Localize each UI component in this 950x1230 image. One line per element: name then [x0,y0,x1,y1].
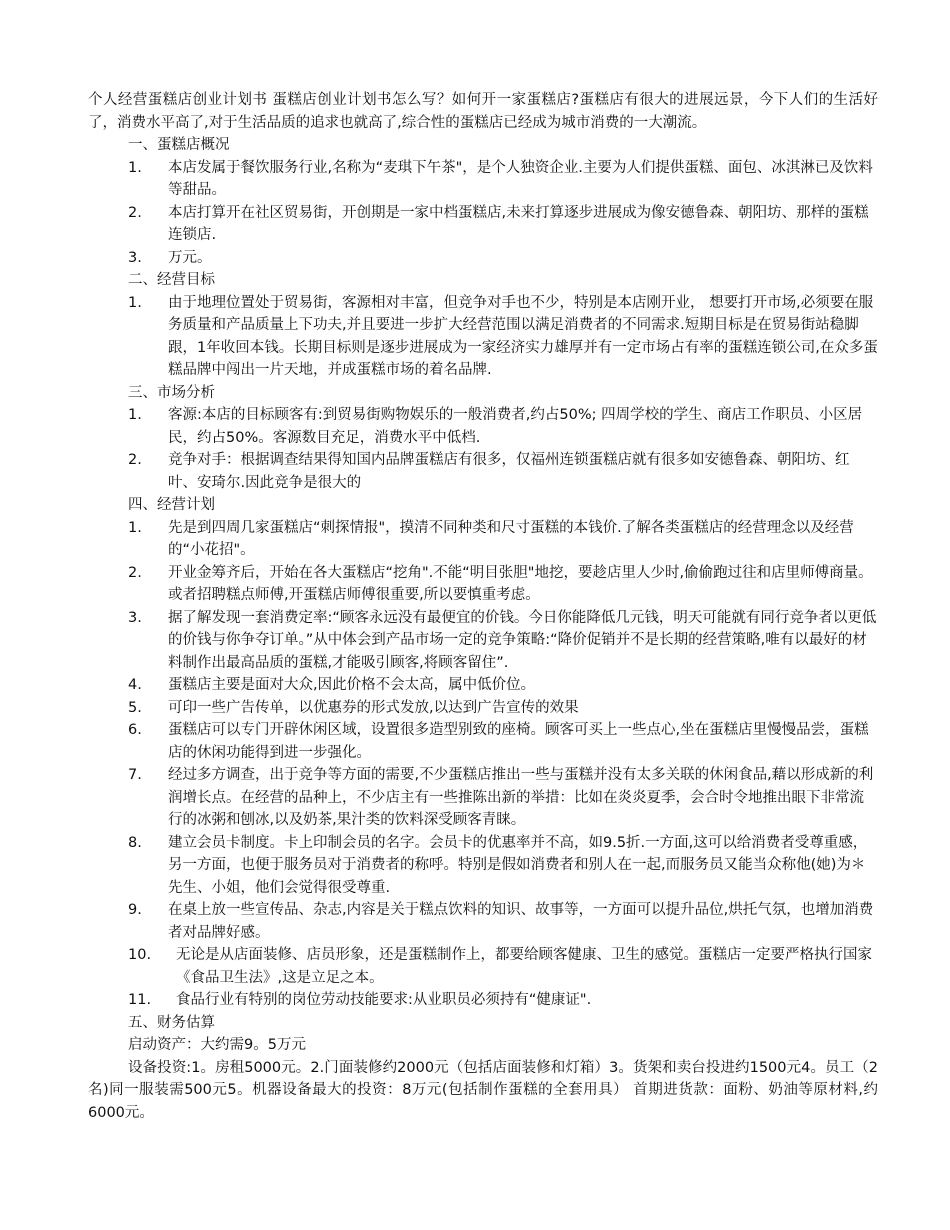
list-item [88,764,878,832]
list-item [88,989,878,1012]
list-item [88,832,878,900]
list-item-text: 食品行业有特别的岗位劳动技能要求:从业职员必须持有“健康证". [176,992,592,1008]
list-item-text: 由于地理位置处于贸易街，客源相对丰富，但竞争对手也不少，特别是本店刚开业， 想要打开市场,必须要在服务质量和产品质量上下功夫,并且要进一步扩大经营范围以满足消费者的不同需求.短期目标是在贸易街站稳脚跟，1年收回本钱。长期目标则是逐步进展成为一家经济实力雄厚并有一定市场占有率的蛋糕连锁公司,在众多蛋糕品牌中闯出一片天地，并成蛋糕市场的着名品牌. [168,294,878,378]
list-item-number: 3. [128,609,142,626]
list-item [88,202,878,247]
list-item-number: 3. [128,249,142,266]
list-item-number: 2. [128,564,142,581]
list-item [88,697,878,720]
list-item [88,899,878,944]
list-item-number: 4. [128,677,142,693]
list-item-number: 1. [128,519,142,536]
list-item-number: 1. [128,294,142,311]
section-heading: 五、财务估算 [128,1014,215,1031]
list-item-number: 5. [128,699,142,716]
list-item-text: 无论是从店面装修、店员形象，还是蛋糕制作上，都要给顾客健康、卫生的感觉。蛋糕店一定要严格执行国家《食品卫生法》,这是立足之本。 [176,947,872,986]
list-item-number: 10. [128,947,152,963]
list-item [88,292,878,382]
document-page [88,89,878,1124]
list-item [88,247,878,270]
intro-paragraph: 个人经营蛋糕店创业计划书 蛋糕店创业计划书怎么写？如何开一家蛋糕店?蛋糕店有很大的进展远景，今下人们的生活好了，消费水平高了,对于生活品质的追求也就高了,综合性的蛋糕店已经成为城市消费的一大潮流。 [88,92,878,131]
list-item [88,404,878,449]
list-item-text: 蛋糕店可以专门开辟休闲区域，设置很多造型别致的座椅。顾客可买上一些点心,坐在蛋糕店里慢慢品尝，蛋糕店的休闲功能得到进一步强化。 [168,722,869,761]
list-item [88,562,878,607]
list-item [88,674,878,697]
list-item-number: 7. [128,767,142,783]
list-item-text: 万元。 [168,249,212,266]
section-heading: 一、蛋糕店概况 [128,137,230,153]
finance-equipment: 设备投资:1。房租5000元。2.门面装修约2000元（包括店面装修和灯箱）3。货架和卖台投进约1500元4。员工（2名)同一服装需500元5。机器设备最大的投资：8万元(包括制作蛋糕的全套用具） 首期进货款：面粉、奶油等原材料,约6000元。 [88,1059,878,1121]
list-item [88,719,878,764]
list-item-text: 先是到四周几家蛋糕店“刺探情报"，摸清不同种类和尺寸蛋糕的本钱价.了解各类蛋糕店的经营理念以及经营的“小花招"。 [168,519,854,558]
list-item-text: 竞争对手：根据调查结果得知国内品牌蛋糕店有很多，仅福州连锁蛋糕店就有很多如安德鲁森、朝阳坊、红叶、安琦尔.因此竞争是很大的 [168,452,850,491]
finance-startup: 启动资产：大约需9。5万元 [128,1037,306,1053]
list-item-number: 6. [128,722,142,738]
list-item-text: 客源:本店的目标顾客有:到贸易街购物娱乐的一般消费者,约占50%; 四周学校的学生、商店工作职员、小区居民，约占50%。客源数目充足，消费水平中低档. [168,407,863,446]
list-item [88,607,878,675]
list-item-text: 在桌上放一些宣传品、杂志,内容是关于糕点饮料的知识、故事等，一方面可以提升品位,烘托气氛，也增加消费者对品牌好感。 [168,902,874,941]
list-item-number: 1. [128,159,142,176]
list-item-number: 2. [128,204,142,221]
list-item [88,449,878,494]
list-item-number: 2. [128,452,142,468]
list-item-text: 据了解发现一套消费定率:“顾客永远没有最便宜的价钱。今日你能降低几元钱，明天可能就有同行竞争者以更低的价钱与你争夺订单。”从中体会到产品市场一定的竞争策略:“降价促销并不是长期的经营策略,唯有以最好的材料制作出最高品质的蛋糕,才能吸引顾客,将顾客留住”. [168,609,877,671]
list-item [88,157,878,202]
list-item [88,944,878,989]
section-heading: 三、市场分析 [128,384,215,401]
list-item-text: 本店打算开在社区贸易街，开创期是一家中档蛋糕店,未来打算逐步进展成为像安德鲁森、朝阳坊、那样的蛋糕连锁店. [168,204,869,243]
list-item-text: 经过多方调查，出于竞争等方面的需要,不少蛋糕店推出一些与蛋糕并没有太多关联的休闲食品,藉以形成新的利润增长点。在经营的品种上，不少店主有一些推陈出新的举措：比如在炎炎夏季，会合时令地推出眼下非常流行的冰粥和刨冰,以及奶茶,果汁类的饮料深受顾客青睐。 [168,767,874,828]
list-item-text: 蛋糕店主要是面对大众,因此价格不会太高，属中低价位。 [168,677,536,693]
list-item-text: 本店发属于餐饮服务行业,名称为“麦琪下午茶"，是个人独资企业.主要为人们提供蛋糕、面包、冰淇淋已及饮料等甜品。 [168,159,873,198]
section-heading: 二、经营目标 [128,272,215,288]
section-heading: 四、经营计划 [128,497,215,513]
list-item-text: 可印一些广告传单，以优惠券的形式发放,以达到广告宣传的效果 [168,699,579,716]
list-item-text: 开业金筹齐后，开始在各大蛋糕店“挖角".不能“明目张胆"地挖，要趁店里人少时,偷偷跑过往和店里师傅商量。或者招聘糕点师傅,开蛋糕店师傅很重要,所以要慎重考虑。 [168,564,873,603]
list-item-number: 1. [128,407,142,423]
list-item-text: 建立会员卡制度。卡上印制会员的名字。会员卡的优惠率并不高，如9.5折.一方面,这可以给消费者受尊重感，另一方面，也便于服务员对于消费者的称呼。特别是假如消费者和别人在一起,而服务员又能当众称他(她)为＊先生、小姐，他们会觉得很受尊重. [168,834,868,896]
list-item [88,517,878,562]
list-item-number: 9. [128,902,142,918]
sections-container [88,134,878,1034]
list-item-number: 8. [128,834,142,851]
list-item-number: 11. [128,992,152,1008]
